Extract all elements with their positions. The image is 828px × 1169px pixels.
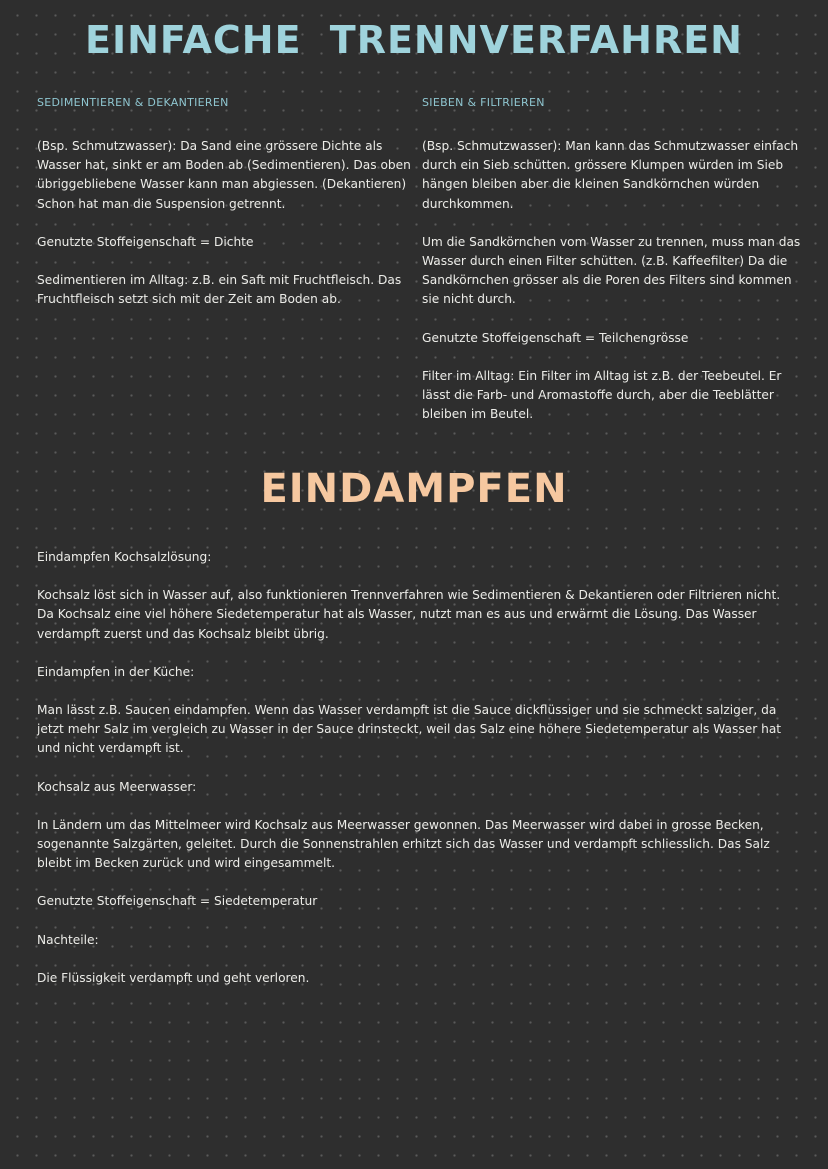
paragraph: Genutzte Stoffeigenschaft = Teilchengrösse bbox=[422, 330, 689, 345]
section-sieben bbox=[422, 95, 802, 443]
section-heading: SIEBEN & FILTRIEREN bbox=[422, 96, 545, 109]
paragraph: Eindampfen in der Küche: bbox=[37, 664, 195, 679]
paragraph: (Bsp. Schmutzwasser): Man kann das Schmutzwasser einfach durch ein Sieb schütten. grössere Klumpen würden im Sieb hängen bleiben aber die kleinen Sandkörnchen würden durchkommen. bbox=[422, 139, 799, 211]
section-sedimentieren bbox=[37, 95, 417, 328]
paragraph: Nachteile: bbox=[37, 932, 99, 947]
paragraph: Sedimentieren im Alltag: z.B. ein Saft mit Fruchtfleisch. Das Fruchtfleisch setzt sich mit der Zeit am Boden ab. bbox=[37, 273, 402, 307]
paragraph: In Ländern um das Mittelmeer wird Kochsalz aus Meerwasser gewonnen. Das Meerwasser wird dabei in grosse Becken, sogenannte Salzgärten, geleitet. Durch die Sonnenstrahlen erhitzt sich das Wasser und verdampft schliesslich. Das Salz bleibt im Becken zurück und wird eingesammelt. bbox=[37, 817, 770, 871]
paragraph: Kochsalz aus Meerwasser: bbox=[37, 779, 197, 794]
paragraph: Die Flüssigkeit verdampft und geht verloren. bbox=[37, 970, 310, 985]
paragraph: Eindampfen Kochsalzlösung: bbox=[37, 550, 212, 564]
paragraph: Filter im Alltag: Ein Filter im Alltag ist z.B. der Teebeutel. Er lässt die Farb- und Aromastoffe durch, aber die Teeblätter bleiben im Beutel. bbox=[422, 368, 782, 422]
paragraph: Genutzte Stoffeigenschaft = Siedetemperatur bbox=[37, 894, 318, 909]
paragraph: Um die Sandkörnchen vom Wasser zu trennen, muss man das Wasser durch einen Filter schütten. (z.B. Kaffeefilter) Da die Sandkörnchen grösser als die Poren des Filters sind kommen sie nicht durch. bbox=[422, 234, 801, 307]
paragraph: Man lässt z.B. Saucen eindampfen. Wenn das Wasser verdampft ist die Sauce dickflüssiger und sie schmeckt salziger, da jetzt mehr Salz im vergleich zu Wasser in der Sauce drinsteckt, weil das Salz eine höhere Siedetemperatur als Wasser hat und nicht verdampft ist. bbox=[37, 703, 782, 756]
paragraph: Kochsalz löst sich in Wasser auf, also funktionieren Trennverfahren wie Sedimentieren & Dekantieren oder Filtrieren nicht. Da Kochsalz eine viel höhere Siedetemperatur hat als Wasser, nutzt man es aus und erwärmt die Lösung. Das Wasser verdampft zuerst und das Kochsalz bleibt übrig. bbox=[37, 588, 781, 641]
section-title-eindampfen: EINDAMPFEN bbox=[260, 466, 568, 512]
paragraph: Genutzte Stoffeigenschaft = Dichte bbox=[37, 234, 254, 249]
paragraph: (Bsp. Schmutzwasser): Da Sand eine grössere Dichte als Wasser hat, sinkt er am Boden ab (Sedimentieren). Das oben übriggebliebene Wasser kann man abgiessen. (Dekantieren) Schon hat man die Suspension getrennt. bbox=[37, 139, 411, 211]
section-eindampfen bbox=[37, 548, 797, 1007]
section-heading: SEDIMENTIEREN & DEKANTIEREN bbox=[37, 96, 229, 109]
page-title: EINFACHE TRENNVERFAHREN bbox=[85, 18, 743, 62]
